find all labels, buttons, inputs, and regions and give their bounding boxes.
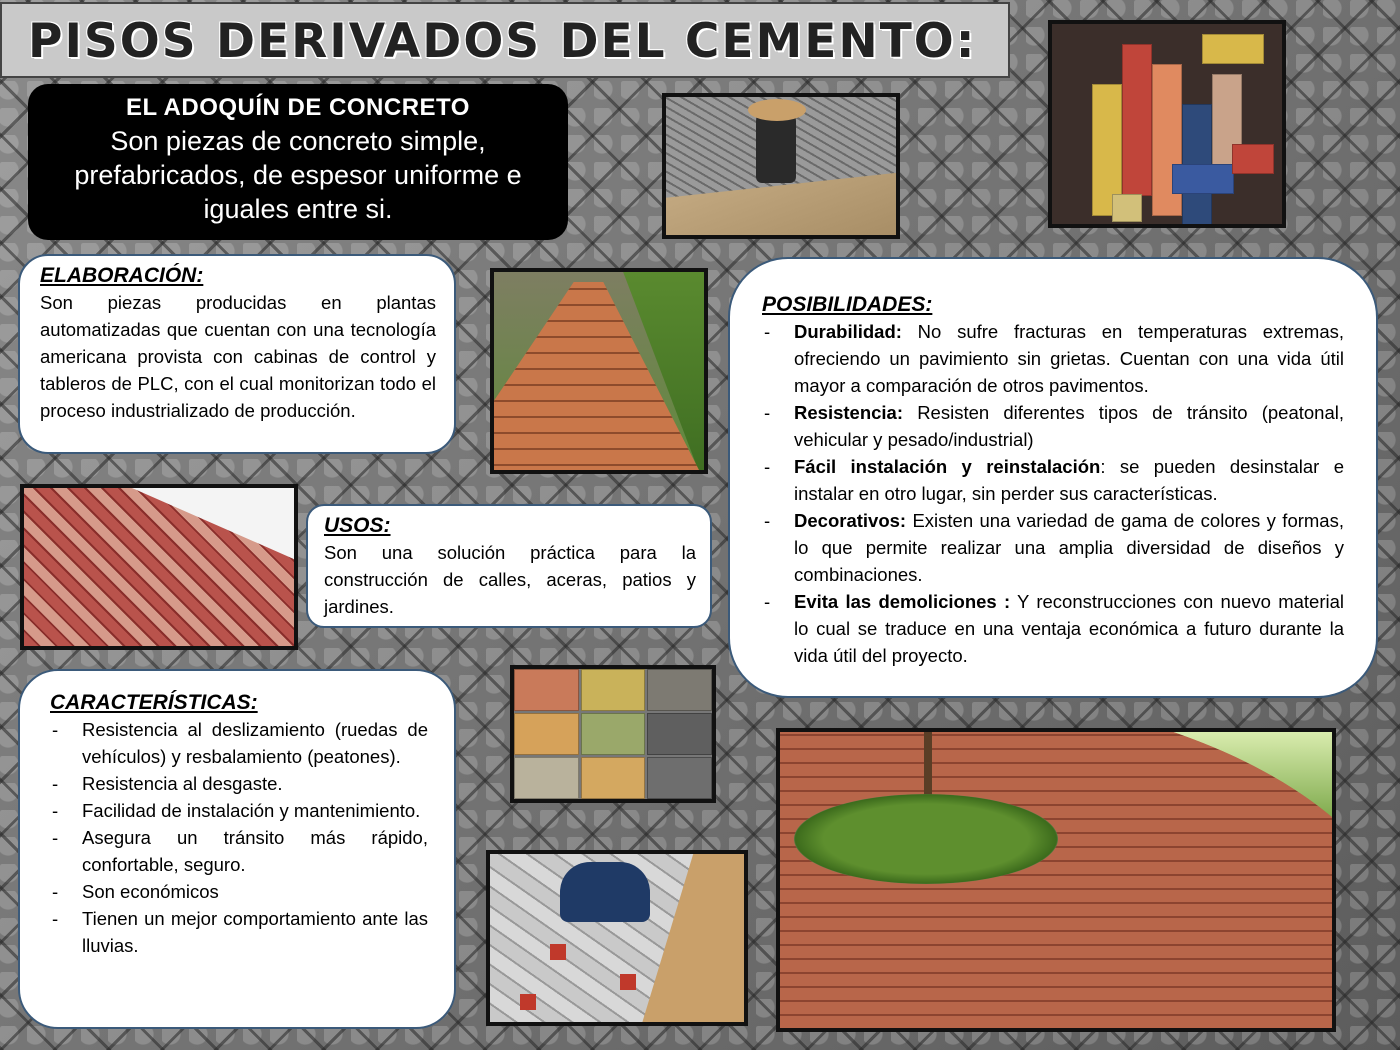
list-item: - Facilidad de instalación y mantenimiento. <box>50 797 428 824</box>
posibilidades-card <box>728 257 1378 698</box>
list-item <box>762 507 1344 588</box>
paver-swatch <box>581 713 646 755</box>
list-item <box>762 588 1344 669</box>
page-title: PISOS DERIVADOS DEL CEMENTO: <box>28 14 977 69</box>
caracteristicas-list <box>50 716 428 959</box>
item-label: Durabilidad: <box>794 321 902 342</box>
worker-installing-pavers-photo <box>486 850 748 1026</box>
paver-swatch <box>647 713 712 755</box>
list-item: - Resistencia al desgaste. <box>50 770 428 797</box>
paver-swatch <box>581 757 646 799</box>
list-item <box>762 399 1344 453</box>
garden-path-photo <box>490 268 708 474</box>
worker-laying-pavers-photo <box>662 93 900 239</box>
item-text: Resisten diferentes tipos de tránsito (peatonal, vehicular y pesado/industrial) <box>794 402 1344 450</box>
item-text: No sufre fracturas en temperaturas extremas, ofreciendo un pavimiento sin grietas. Cuentan con una vida útil mayor a comparación de otros pavimentos. <box>794 321 1344 396</box>
intro-body: Son piezas de concreto simple, prefabricados, de espesor uniforme e iguales entre si. <box>74 126 522 224</box>
paver-swatch <box>647 669 712 711</box>
posibilidades-heading: POSIBILIDADES: <box>762 293 933 316</box>
elaboracion-body: Son piezas producidas en plantas automatizadas que cuentan con una tecnología americana provista con cabinas de control y tableros de PLC, con el cual monitorizan todo el proceso industrializado de producción. <box>40 292 436 421</box>
item-label: Evita las demoliciones : <box>794 591 1011 612</box>
list-item: - Resistencia al deslizamiento (ruedas de vehículos) y resbalamiento (peatones). <box>50 716 428 770</box>
list-item <box>762 318 1344 399</box>
paver-color-swatches-photo <box>510 665 716 803</box>
list-item <box>762 453 1344 507</box>
circular-plaza-photo <box>776 728 1336 1032</box>
colored-paver-block <box>1202 34 1264 64</box>
colored-pavers-photo <box>1048 20 1286 228</box>
herringbone-paving-photo <box>20 484 298 650</box>
paver-swatch <box>581 669 646 711</box>
item-text: Y reconstrucciones con nuevo material lo cual se traduce en una ventaja económica a futuro durante la vida útil del proyecto. <box>794 591 1344 666</box>
paver-swatch <box>514 757 579 799</box>
colored-paver-block <box>1172 164 1234 194</box>
colored-paver-block <box>1112 194 1142 222</box>
caracteristicas-heading: CARACTERÍSTICAS: <box>50 691 258 714</box>
intro-box <box>28 84 568 240</box>
item-label: Decorativos: <box>794 510 907 531</box>
elaboracion-heading: ELABORACIÓN: <box>40 264 204 287</box>
elaboracion-card <box>18 254 456 454</box>
usos-card <box>306 504 712 628</box>
list-item: - Tienen un mejor comportamiento ante las lluvias. <box>50 905 428 959</box>
intro-heading: EL ADOQUÍN DE CONCRETO <box>126 94 470 121</box>
item-text: Existen una variedad de gama de colores y formas, lo que permite realizar una amplia diversidad de diseños y combinaciones. <box>794 510 1344 585</box>
paver-swatch <box>514 669 579 711</box>
item-label: Resistencia: <box>794 402 903 423</box>
list-item: - Son económicos <box>50 878 428 905</box>
colored-paver-block <box>1122 44 1152 196</box>
caracteristicas-card <box>18 669 456 1029</box>
usos-body: Son una solución práctica para la construcción de calles, aceras, patios y jardines. <box>324 542 696 617</box>
paver-swatch <box>647 757 712 799</box>
colored-paver-block <box>1232 144 1274 174</box>
item-text: : se pueden desinstalar e instalar en otro lugar, sin perder sus características. <box>794 456 1344 504</box>
list-item: - Asegura un tránsito más rápido, confortable, seguro. <box>50 824 428 878</box>
usos-heading: USOS: <box>324 514 391 537</box>
paver-swatch <box>514 713 579 755</box>
posibilidades-list <box>762 318 1344 669</box>
title-banner <box>0 2 1010 78</box>
item-label: Fácil instalación y reinstalación <box>794 456 1101 477</box>
